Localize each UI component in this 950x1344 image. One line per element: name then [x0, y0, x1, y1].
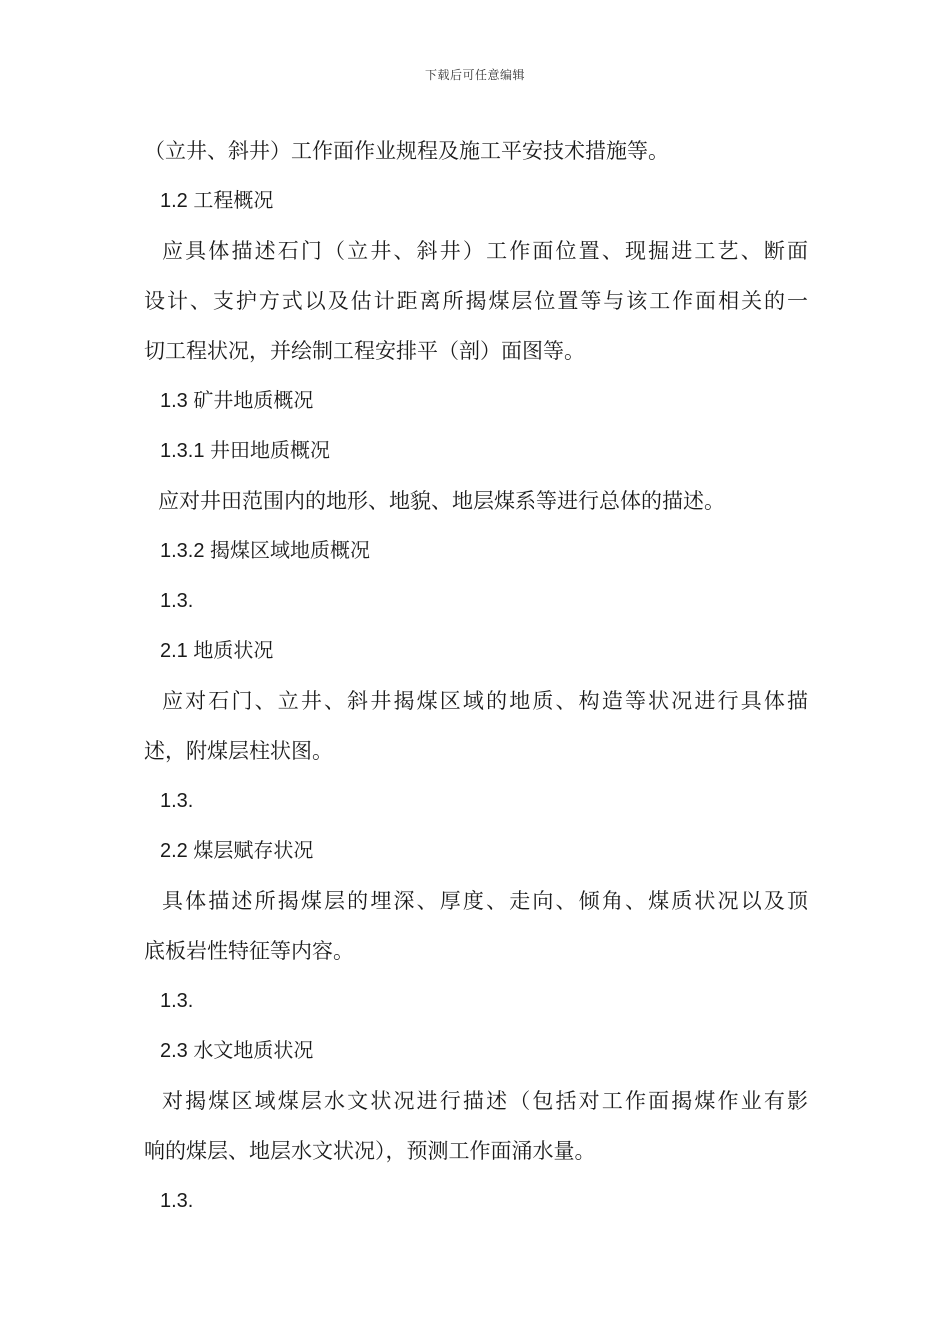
section-heading: 2.2 煤层赋存状况: [160, 840, 314, 862]
page-header: 下载后可任意编辑: [424, 68, 525, 82]
section-heading: 1.2 工程概况: [160, 190, 274, 212]
section-heading: 1.3.: [160, 1190, 194, 1212]
document-body: [144, 134, 808, 1234]
section-heading: 1.3.2 揭煤区域地质概况: [160, 540, 371, 562]
section-heading: 2.1 地质状况: [160, 640, 274, 662]
section-heading: 2.3 水文地质状况: [160, 1040, 314, 1062]
section-heading: 1.3.: [160, 990, 194, 1012]
section-heading: 1.3.: [160, 590, 194, 612]
paragraph-line: 应具体描述石门（立井、斜井）工作面位置、现掘进工艺、断面: [162, 239, 808, 263]
section-heading: 1.3 矿井地质概况: [160, 390, 314, 412]
paragraph-line: 应对井田范围内的地形、地貌、地层煤系等进行总体的描述。: [158, 489, 725, 513]
paragraph-line: 述，附煤层柱状图。: [144, 739, 333, 763]
paragraph-line: 应对石门、立井、斜井揭煤区域的地质、构造等状况进行具体描: [162, 689, 808, 713]
paragraph-line: （立井、斜井）工作面作业规程及施工平安技术措施等。: [144, 139, 669, 163]
paragraph-line: 对揭煤区域煤层水文状况进行描述（包括对工作面揭煤作业有影: [162, 1089, 808, 1113]
section-heading: 1.3.: [160, 790, 194, 812]
paragraph-line: 具体描述所揭煤层的埋深、厚度、走向、倾角、煤质状况以及顶: [162, 889, 808, 913]
paragraph-line: 切工程状况，并绘制工程安排平（剖）面图等。: [144, 339, 585, 363]
paragraph-line: 底板岩性特征等内容。: [144, 939, 354, 963]
paragraph-line: 响的煤层、地层水文状况），预测工作面涌水量。: [144, 1139, 596, 1163]
paragraph-line: 设计、支护方式以及估计距离所揭煤层位置等与该工作面相关的一: [144, 289, 808, 313]
section-heading: 1.3.1 井田地质概况: [160, 440, 331, 462]
